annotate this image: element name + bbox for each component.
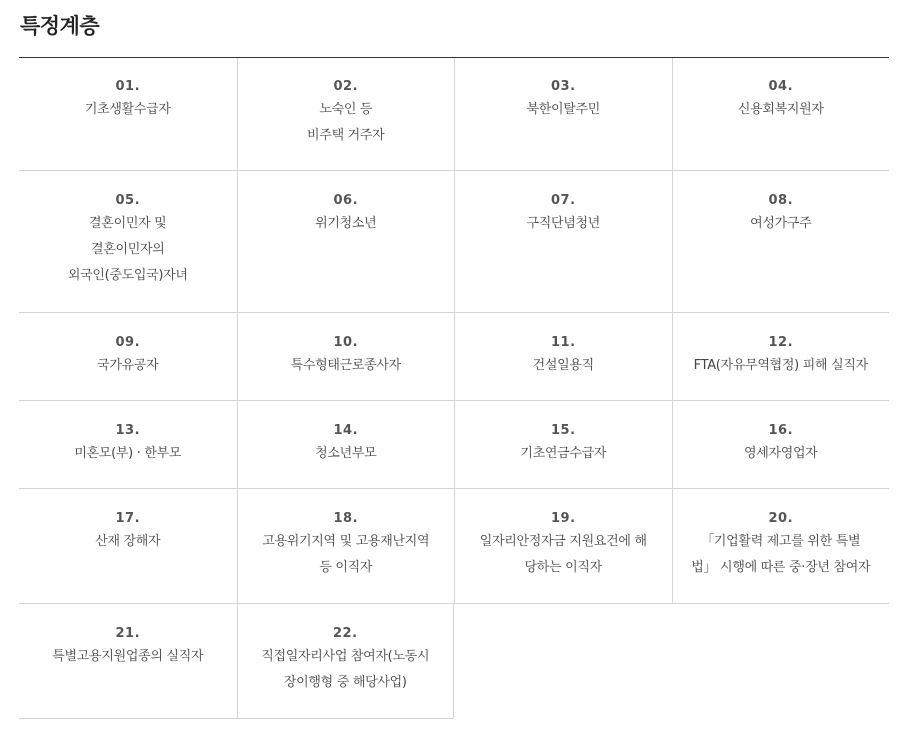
category-cell [19, 313, 237, 401]
item-label: 북한이탈주민 [526, 102, 601, 117]
item-number: 01. [115, 79, 141, 94]
category-cell [672, 313, 890, 401]
item-number: 20. [768, 511, 794, 526]
category-cell [237, 171, 455, 313]
item-number: 22. [332, 626, 358, 641]
category-cell [19, 171, 237, 313]
item-label: 기초연금수급자 [520, 446, 607, 461]
item-label: 여성가구주 [750, 216, 812, 231]
category-cell [454, 171, 672, 313]
category-cell [672, 57, 890, 171]
item-label: 직접일자리사업 참여자(노동시 장이행형 중 해당사업) [261, 649, 430, 690]
category-cell [237, 57, 455, 171]
item-number: 15. [550, 423, 576, 438]
item-number: 17. [115, 511, 141, 526]
grid-row [19, 171, 889, 313]
category-cell [237, 401, 455, 489]
item-number: 16. [768, 423, 794, 438]
item-number: 09. [115, 335, 141, 350]
category-cell [19, 401, 237, 489]
grid-row [19, 57, 889, 171]
item-number: 10. [333, 335, 359, 350]
category-cell [19, 604, 237, 719]
item-label: 특수형태근로종사자 [290, 358, 401, 373]
item-number: 19. [550, 511, 576, 526]
category-cell [454, 401, 672, 489]
category-cell [672, 171, 890, 313]
item-label: 일자리안정자금 지원요건에 해 당하는 이직자 [479, 534, 647, 575]
item-number: 06. [333, 193, 359, 208]
item-number: 11. [550, 335, 576, 350]
item-label: 구직단념청년 [526, 216, 601, 231]
category-cell [237, 604, 455, 719]
item-number: 18. [333, 511, 359, 526]
category-cell [237, 489, 455, 604]
item-label: 고용위기지역 및 고용재난지역 등 이직자 [262, 534, 430, 575]
item-label: 노숙인 등 비주택 거주자 [307, 102, 385, 143]
item-label: 국가유공자 [97, 358, 159, 373]
item-label: FTA(자유무역협정) 피해 실직자 [693, 358, 868, 373]
item-label: 청소년부모 [315, 446, 377, 461]
item-label: 신용회복지원자 [737, 102, 824, 117]
item-label: 미혼모(부) · 한부모 [74, 446, 182, 461]
category-cell [454, 489, 672, 604]
item-number: 13. [115, 423, 141, 438]
category-cell [672, 489, 890, 604]
item-number: 07. [550, 193, 576, 208]
category-cell [672, 401, 890, 489]
category-cell [454, 313, 672, 401]
item-label: 위기청소년 [315, 216, 377, 231]
category-cell [19, 489, 237, 604]
item-number: 14. [333, 423, 359, 438]
item-number: 21. [115, 626, 141, 641]
item-number: 02. [333, 79, 359, 94]
page-title: 특정계층 [20, 14, 100, 38]
item-label: 결혼이민자 및 결혼이민자의 외국인(중도입국)자녀 [67, 216, 188, 283]
top-divider [19, 57, 889, 58]
empty-cell [672, 604, 890, 719]
item-number: 03. [550, 79, 576, 94]
item-label: 「기업활력 제고를 위한 특별 법」 시행에 따른 중·장년 참여자 [691, 534, 871, 575]
item-number: 05. [115, 193, 141, 208]
grid-row [19, 489, 889, 604]
item-label: 기초생활수급자 [84, 102, 171, 117]
grid-row [19, 313, 889, 401]
item-number: 04. [768, 79, 794, 94]
category-cell [454, 57, 672, 171]
category-cell [19, 57, 237, 171]
item-number: 12. [768, 335, 794, 350]
grid-row [19, 401, 889, 489]
item-label: 산재 장해자 [95, 534, 161, 549]
category-grid [19, 57, 889, 719]
item-number: 08. [768, 193, 794, 208]
item-label: 특별고용지원업종의 실직자 [52, 649, 204, 664]
empty-cell [454, 604, 672, 719]
grid-row [19, 604, 889, 719]
item-label: 건설일용직 [532, 358, 594, 373]
item-label: 영세자영업자 [743, 446, 818, 461]
category-cell [237, 313, 455, 401]
